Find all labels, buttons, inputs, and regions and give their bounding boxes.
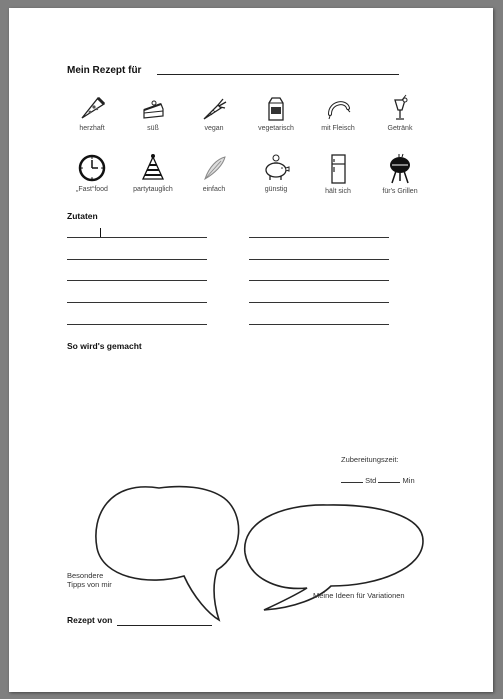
speech-bubbles: [9, 8, 493, 692]
tips-caption-line: Besondere: [67, 571, 104, 580]
ideas-caption: Meine Ideen für Variationen: [313, 591, 405, 600]
tips-speech-bubble: [96, 487, 239, 620]
recipe-title: Mein Rezept für: [67, 65, 142, 76]
instructions-heading: So wird's gemacht: [67, 341, 142, 351]
category-label: vegetarisch: [258, 125, 294, 132]
category-label: herzhaft: [79, 125, 105, 132]
minutes-unit: Min: [402, 476, 415, 485]
category-label: Getränk: [387, 125, 413, 132]
tips-caption: [67, 571, 112, 589]
tips-caption-line: Tipps von mir: [67, 580, 112, 589]
document-page: [9, 8, 493, 692]
ingredients-heading: Zutaten: [67, 211, 98, 221]
author-label: Rezept von: [67, 615, 113, 625]
category-label: für's Grillen: [382, 188, 418, 195]
prep-time-label: Zubereitungszeit:: [341, 455, 399, 464]
hours-unit: Std: [365, 476, 377, 485]
category-label: hält sich: [325, 188, 351, 195]
category-label: süß: [147, 125, 159, 132]
category-label: einfach: [202, 186, 226, 193]
category-label: „Fast“food: [76, 186, 108, 193]
author-line[interactable]: [117, 625, 212, 626]
category-label: günstig: [264, 186, 288, 193]
category-label: partytauglich: [133, 186, 173, 193]
category-label: vegan: [204, 125, 224, 132]
category-label: mit Fleisch: [321, 125, 355, 132]
